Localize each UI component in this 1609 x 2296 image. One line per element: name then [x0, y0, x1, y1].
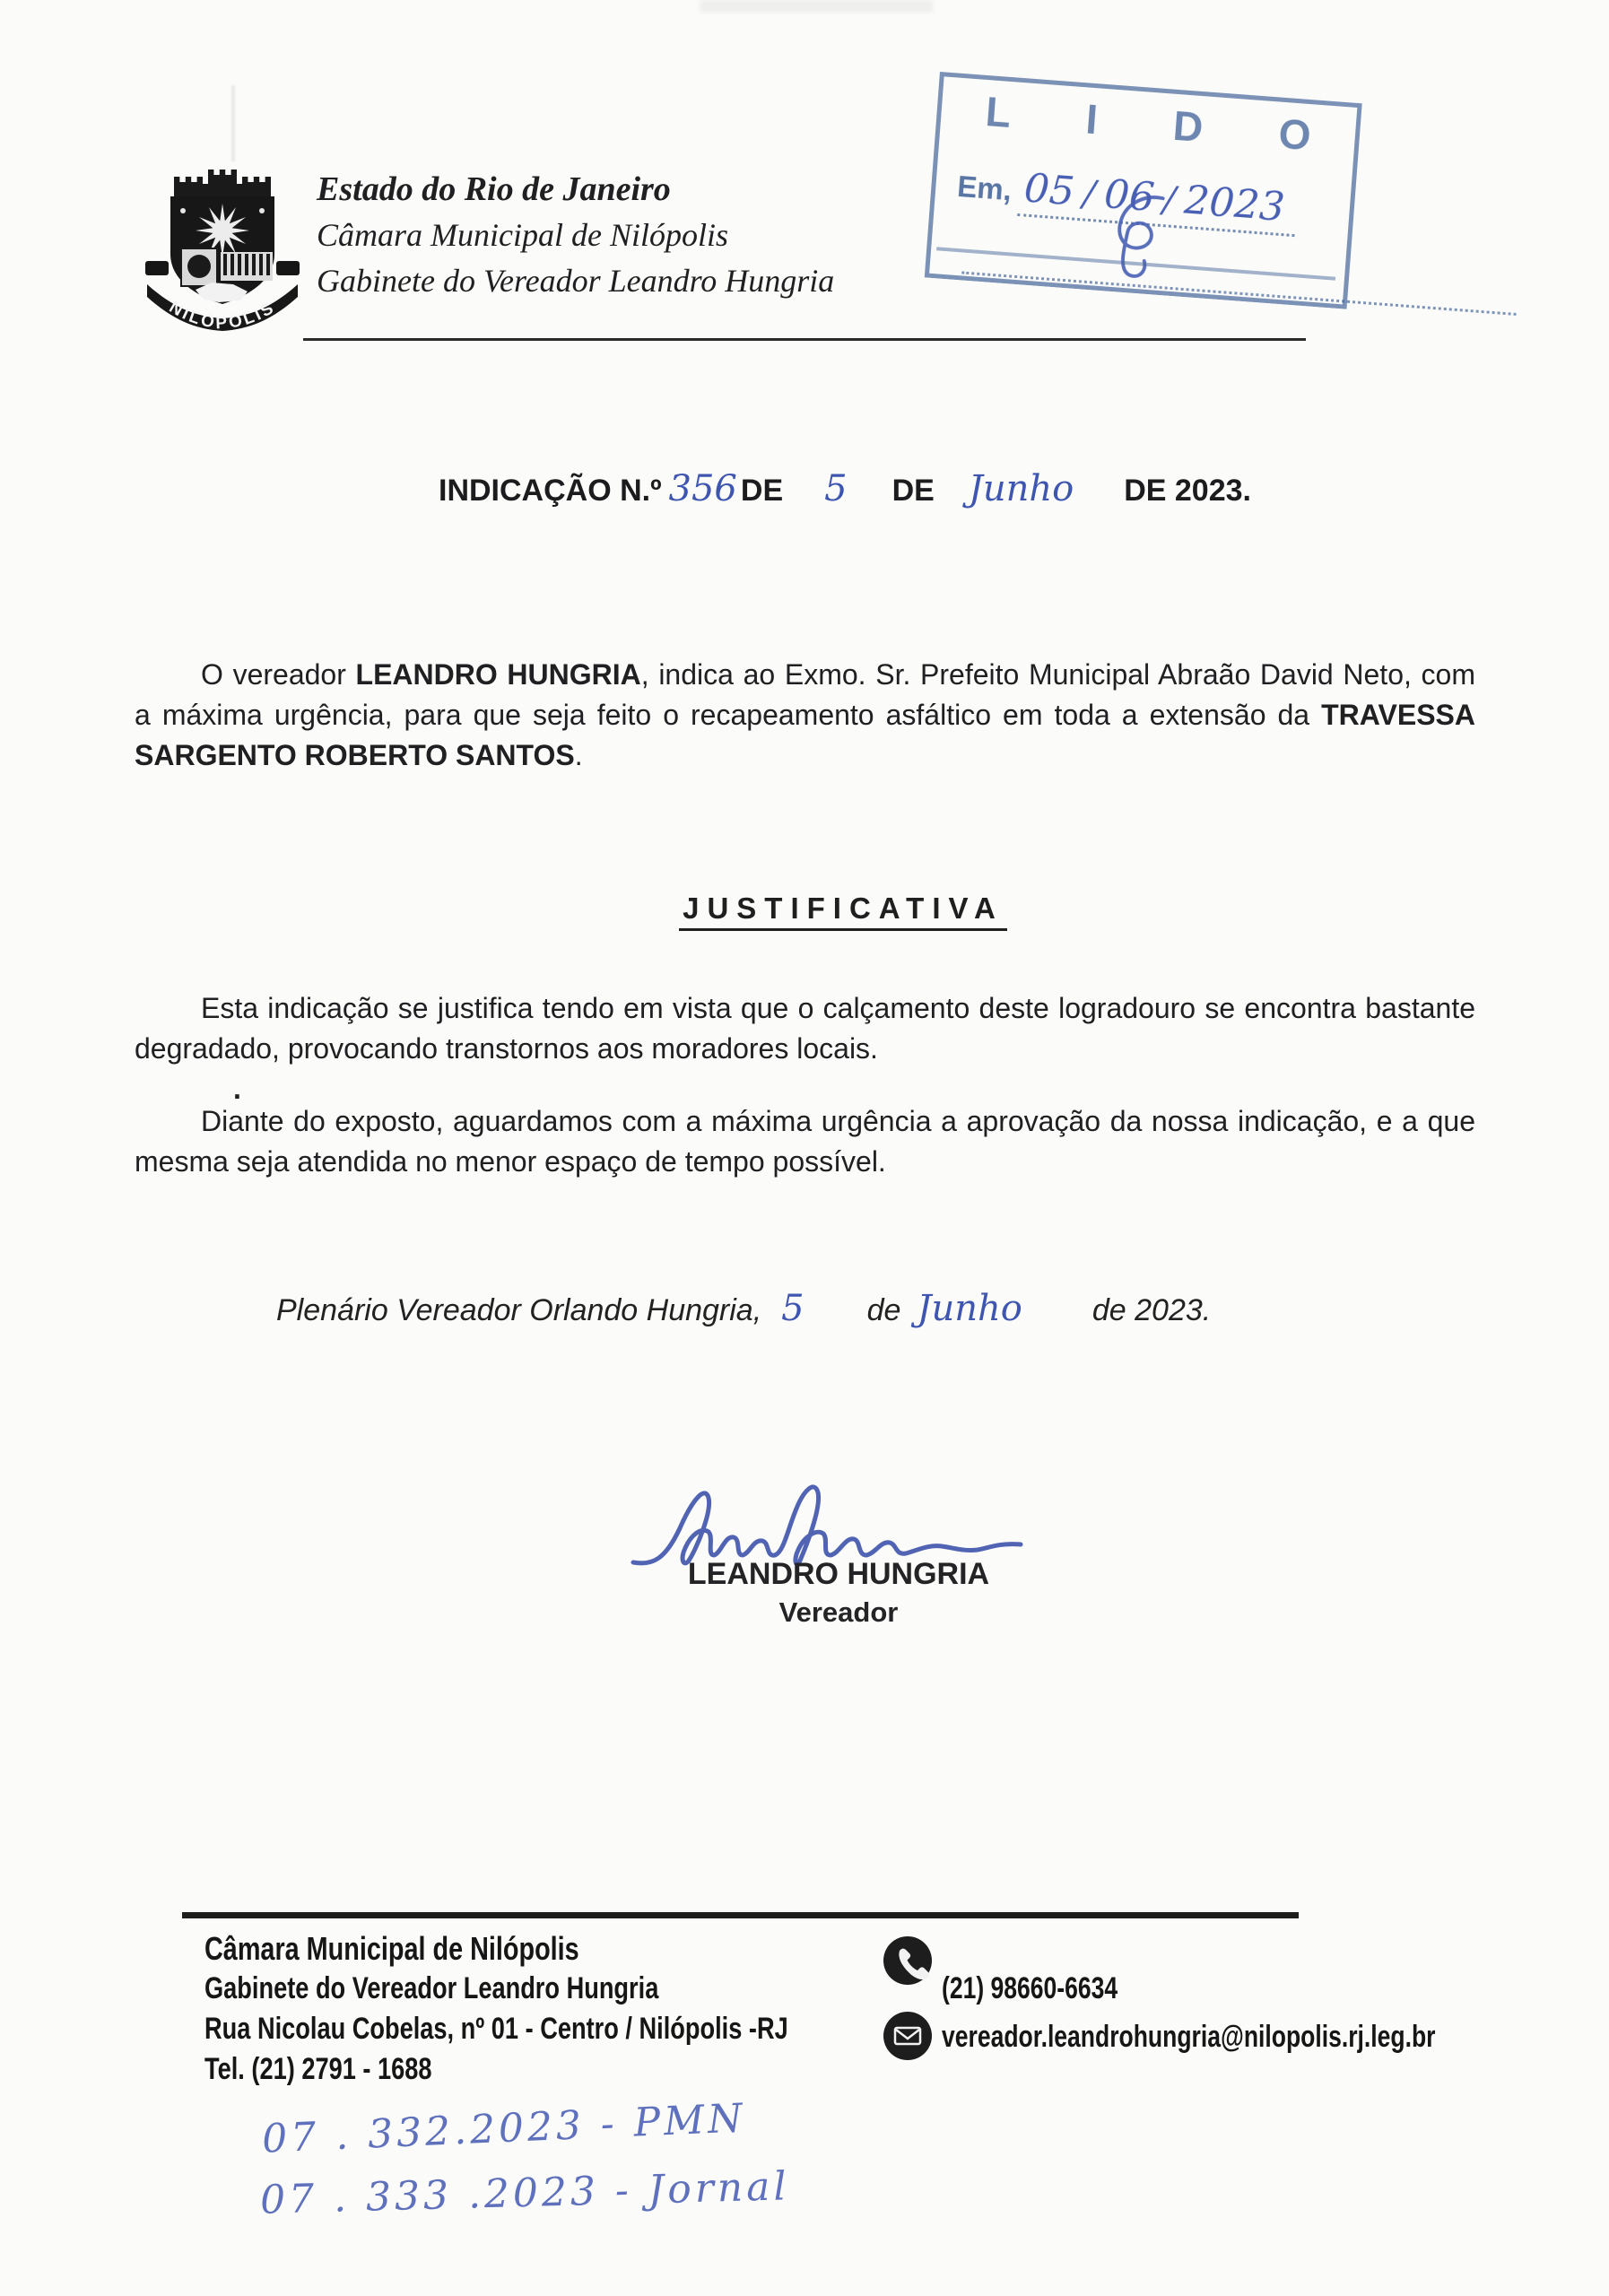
stamp-date-label: Em, — [956, 169, 1013, 207]
header-office-line: Gabinete do Vereador Leandro Hungria — [317, 263, 835, 299]
plenary-line — [276, 1288, 1211, 1329]
lido-stamp — [925, 72, 1362, 309]
scan-artifact-top — [700, 0, 933, 13]
title-month-handwritten: Junho — [968, 468, 1074, 509]
footer-org: Câmara Municipal de Nilópolis — [204, 1930, 579, 1967]
title-label: INDICAÇÃO N.º — [439, 474, 662, 508]
header-state-line: Estado do Rio de Janeiro — [317, 170, 671, 208]
title-number-handwritten: 356 — [668, 468, 737, 509]
p1-middle: , indica ao Exmo. Sr. Prefeito Municipal Abraão David Neto, com a máxima urgência, para que seja feito o recapeamento asfáltico em toda a extensão da — [135, 658, 1475, 731]
footer-email: vereador.leandrohungria@nilopolis.rj.leg.br — [942, 2020, 1436, 2054]
stamp-year-handwritten: 2023 — [1182, 177, 1287, 231]
justificativa-text: JUSTIFICATIVA — [679, 891, 1007, 931]
title-de-3: DE 2023. — [1124, 474, 1251, 508]
email-icon — [883, 2011, 933, 2061]
plenary-text: Plenário Vereador Orlando Hungria, — [276, 1293, 762, 1327]
stamp-day-handwritten: 05 — [1022, 165, 1076, 215]
footer-office: Gabinete do Vereador Leandro Hungria — [204, 1971, 659, 2005]
stamp-dotted-line — [961, 271, 1516, 315]
header-chamber-line: Câmara Municipal de Nilópolis — [317, 217, 728, 253]
footer-phone: (21) 98660-6634 — [942, 1971, 1118, 2005]
p1-intro: O vereador — [201, 658, 356, 691]
p1-author-name: LEANDRO HUNGRIA — [355, 658, 641, 691]
footer-left-block — [204, 1928, 934, 2090]
logo-banner-text: NILÓPOLIS — [165, 298, 280, 334]
p1-period: . — [574, 739, 583, 771]
signature-role: Vereador — [778, 1596, 899, 1628]
title-day-handwritten: 5 — [824, 468, 848, 509]
stamp-date-separator-1: / — [1082, 173, 1097, 216]
header-rule — [303, 338, 1306, 341]
indication-title — [0, 468, 1609, 509]
title-de-2: DE — [891, 474, 935, 508]
paragraph-justification: Esta indicação se justifica tendo em vista que o calçamento deste logradouro se encontra bastante degradado, provocando transtornos aos moradores locais. — [135, 992, 1475, 1065]
footer-rule — [182, 1912, 1299, 1918]
plenary-month-handwritten: Junho — [917, 1288, 1022, 1329]
title-de-1: DE — [740, 474, 784, 508]
plenary-de-1: de — [866, 1293, 901, 1327]
footer-tel: Tel. (21) 2791 - 1688 — [204, 2052, 432, 2086]
signature-name: LEANDRO HUNGRIA — [687, 1557, 990, 1591]
municipal-coat-of-arms-icon — [133, 148, 312, 338]
p1-street-name: TRAVESSA SARGENTO ROBERTO SANTOS — [135, 699, 1475, 771]
stray-period: . — [233, 1073, 241, 1105]
phone-icon — [883, 1935, 933, 1986]
handwritten-note-2: 07 . 333 .2023 - Jornal — [259, 2163, 791, 2223]
paragraph-request — [135, 655, 1475, 776]
paragraph-closing: Diante do exposto, aguardamos com a máxima urgência a aprovação da nossa indicação, e a que mesma seja atendida no menor espaço de tempo possível. — [135, 1105, 1475, 1178]
stamp-rubric-icon — [1080, 188, 1199, 290]
stamp-date-separator-2: / — [1161, 179, 1178, 222]
header-block — [317, 167, 834, 304]
stamp-title: L I D O — [984, 88, 1345, 161]
justificativa-heading — [0, 891, 1609, 931]
plenary-day-handwritten: 5 — [781, 1288, 804, 1329]
footer-address: Rua Nicolau Cobelas, nº 01 - Centro / Nilópolis -RJ — [204, 2012, 788, 2046]
handwritten-note-1: 07 . 332.2023 - PMN — [261, 2095, 747, 2162]
plenary-de-2: de 2023. — [1092, 1293, 1212, 1327]
stamp-month-handwritten: 06 — [1102, 171, 1157, 222]
